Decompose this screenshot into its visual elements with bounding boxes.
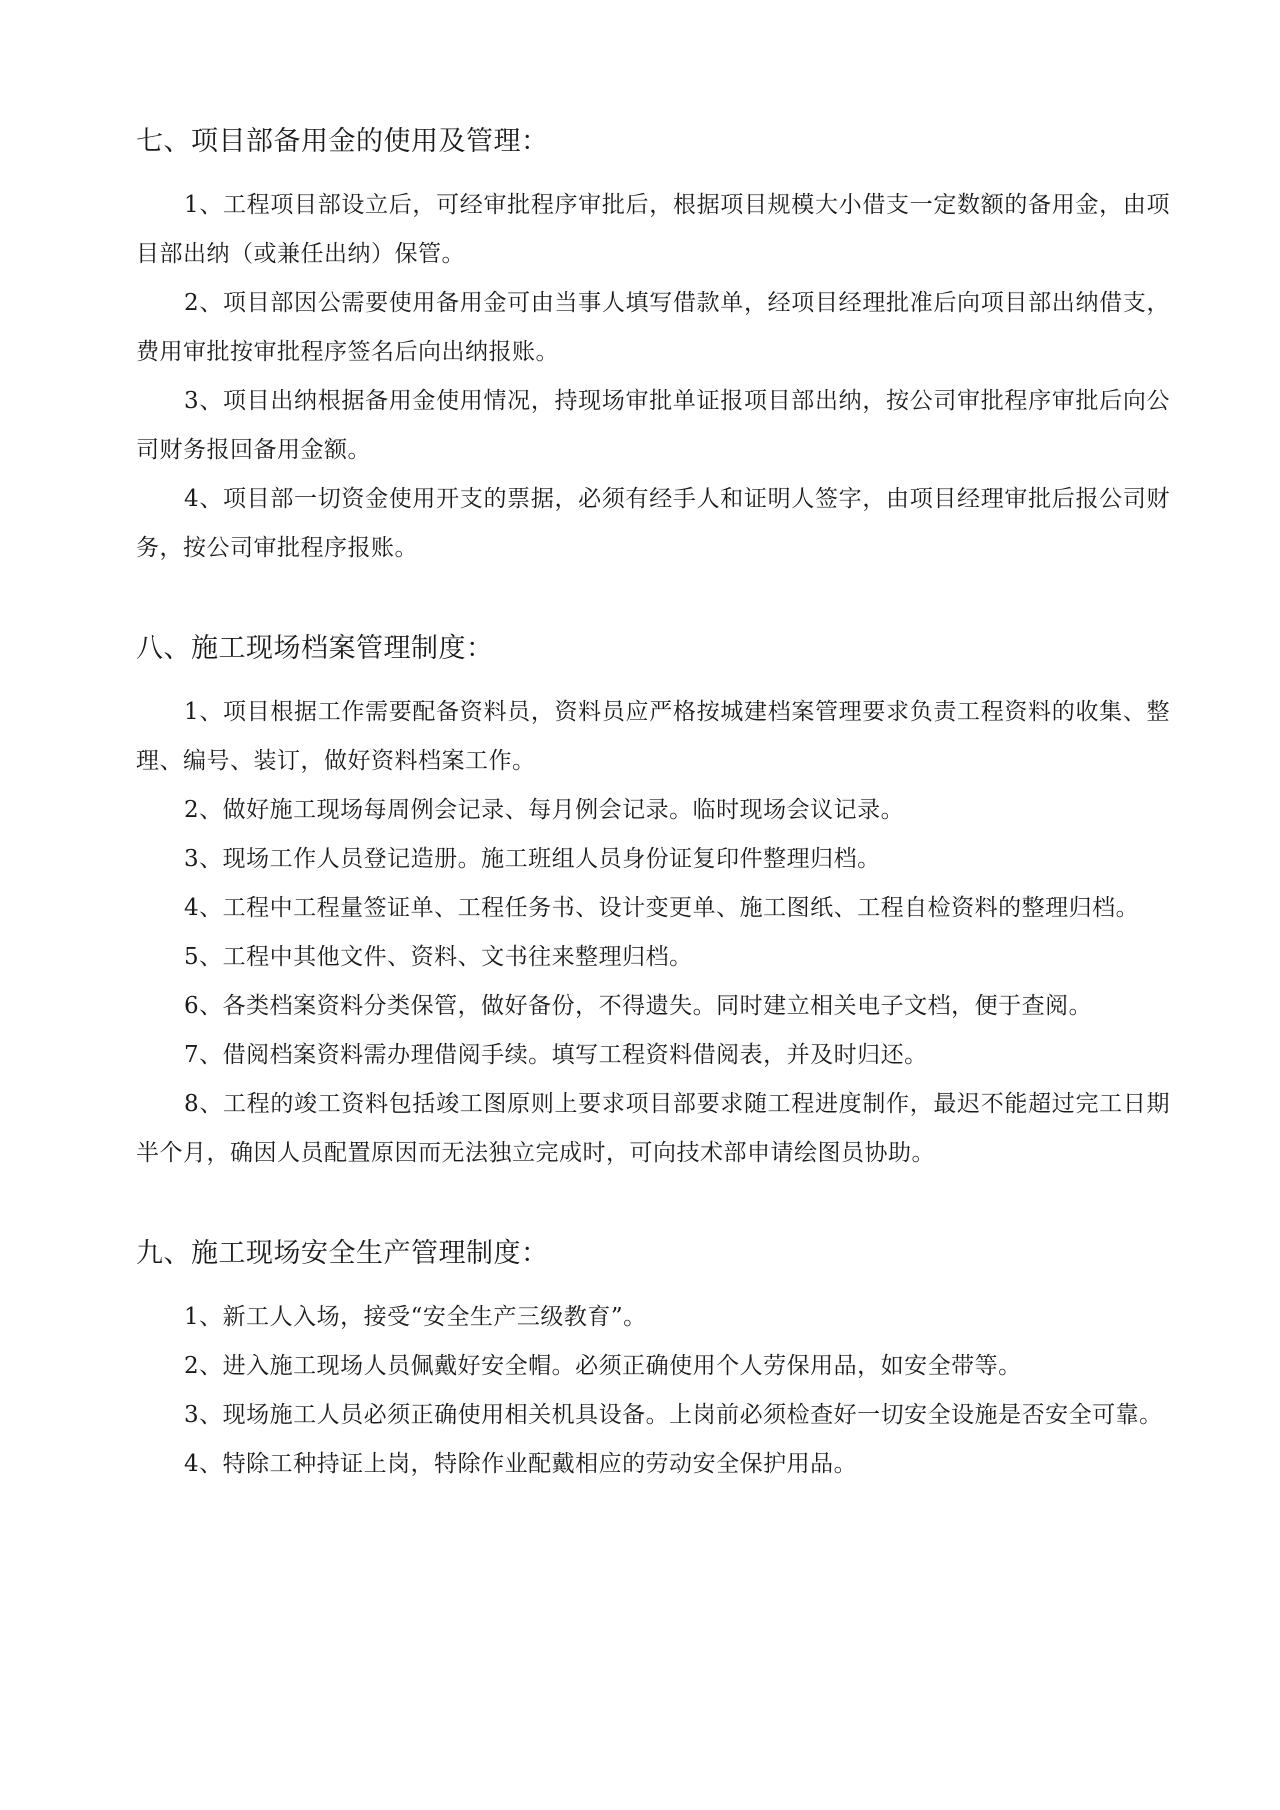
clause: 3、现场施工人员必须正确使用相关机具设备。上岗前必须检查好一切安全设施是否安全可靠。 — [184, 1402, 1163, 1428]
clause: 1、工程项目部设立后，可经审批程序审批后，根据项目规模大小借支一定数额的备用金，由项目部出纳（或兼任出纳）保管。 — [136, 192, 1170, 267]
clause: 6、各类档案资料分类保管，做好备份，不得遗失。同时建立相关电子文档，便于查阅。 — [184, 993, 1093, 1019]
clause: 4、项目部一切资金使用开支的票据，必须有经手人和证明人签字，由项目经理审批后报公司财务，按公司审批程序报账。 — [136, 486, 1170, 561]
section-heading: 七、项目部备用金的使用及管理： — [136, 126, 549, 157]
clause: 5、工程中其他文件、资料、文书往来整理归档。 — [184, 944, 693, 970]
clause: 4、工程中工程量签证单、工程任务书、设计变更单、施工图纸、工程自检资料的整理归档。 — [184, 895, 1140, 921]
clause: 2、进入施工现场人员佩戴好安全帽。必须正确使用个人劳保用品，如安全带等。 — [184, 1353, 1022, 1379]
clause: 4、特除工种持证上岗，特除作业配戴相应的劳动安全保护用品。 — [184, 1451, 858, 1477]
section-heading: 八、施工现场档案管理制度： — [136, 633, 494, 664]
clause: 3、现场工作人员登记造册。施工班组人员身份证复印件整理归档。 — [184, 846, 881, 872]
section-archive-management — [136, 635, 1170, 1178]
clause: 2、项目部因公需要使用备用金可由当事人填写借款单，经项目经理批准后向项目部出纳借支，费用审批按审批程序签名后向出纳报账。 — [136, 290, 1170, 365]
section-petty-cash — [136, 128, 1170, 573]
clause: 3、项目出纳根据备用金使用情况，持现场审批单证报项目部出纳，按公司审批程序审批后向公司财务报回备用金额。 — [136, 388, 1170, 463]
clause: 1、新工人入场，接受“安全生产三级教育”。 — [184, 1304, 647, 1330]
section-heading: 九、施工现场安全生产管理制度： — [136, 1238, 549, 1269]
clause: 7、借阅档案资料需办理借阅手续。填写工程资料借阅表，并及时归还。 — [184, 1042, 928, 1068]
section-safety-production — [136, 1240, 1170, 1489]
clause: 8、工程的竣工资料包括竣工图原则上要求项目部要求随工程进度制作，最迟不能超过完工日期半个月，确因人员配置原因而无法独立完成时，可向技术部申请绘图员协助。 — [136, 1091, 1170, 1166]
clause: 1、项目根据工作需要配备资料员，资料员应严格按城建档案管理要求负责工程资料的收集、整理、编号、装订，做好资料档案工作。 — [136, 699, 1170, 774]
clause: 2、做好施工现场每周例会记录、每月例会记录。临时现场会议记录。 — [184, 797, 905, 823]
